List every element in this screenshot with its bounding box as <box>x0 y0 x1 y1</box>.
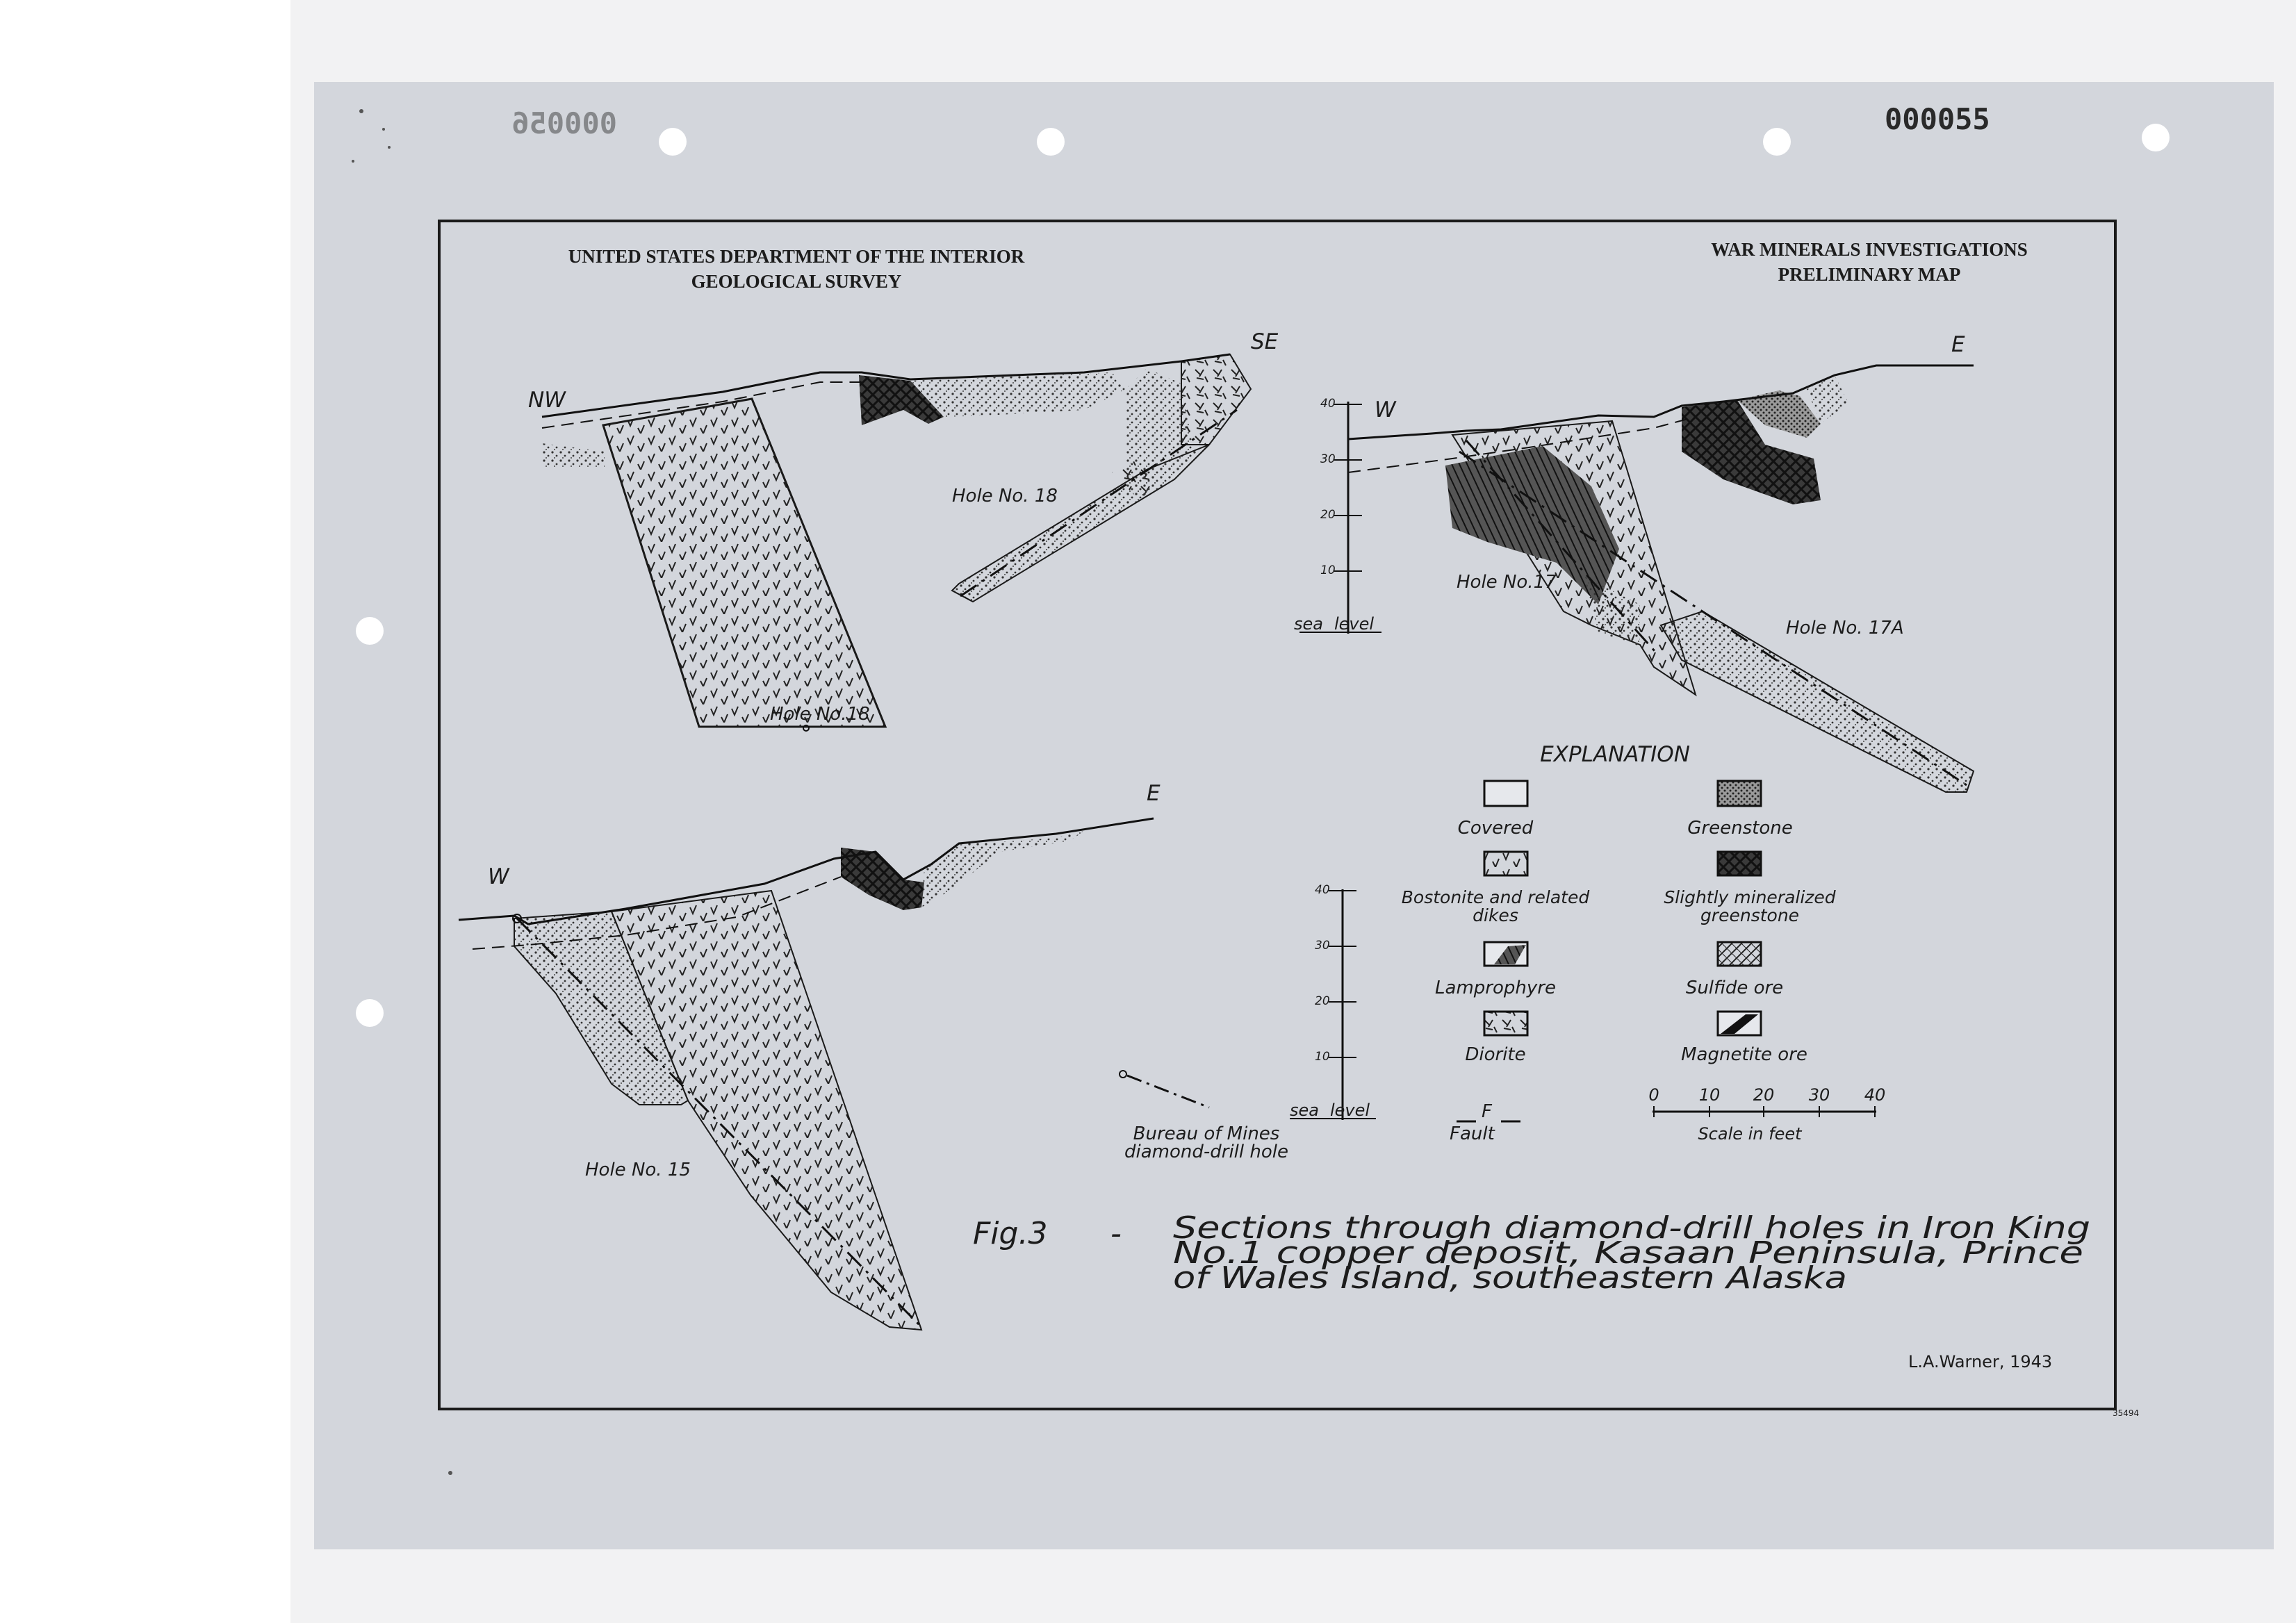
scale-tick-10: 10 <box>1698 1085 1721 1105</box>
section-hole-17 <box>1348 332 1974 792</box>
legend-swatch-sulfide <box>1718 942 1761 966</box>
scale-tick-0: 0 <box>1648 1085 1659 1105</box>
direction-e-upper: E <box>1951 332 1965 357</box>
legend-label-magnetite: Magnetite ore <box>1681 1044 1807 1065</box>
direction-nw: NW <box>528 388 566 413</box>
scale-tick-20: 20 <box>1753 1085 1775 1105</box>
sea-label: sea <box>1294 614 1323 634</box>
bostonite-dike <box>603 399 885 727</box>
author-credit: L.A.Warner, 1943 <box>1908 1352 2053 1371</box>
hole-18-bottom-label: Hole No.18 <box>770 704 870 725</box>
hole-15-label: Hole No. 15 <box>585 1160 691 1180</box>
legend-label-slightly-mineralized-2: greenstone <box>1700 905 1800 925</box>
sulfide-ore <box>841 848 924 910</box>
elevation-scale-lower <box>1290 883 1376 1120</box>
legend-label-drill-1: Bureau of Mines <box>1133 1123 1280 1144</box>
elev-tick-20: 20 <box>1320 508 1336 522</box>
legend-label-bostonite-2: dikes <box>1473 905 1518 925</box>
direction-e-lower: E <box>1147 781 1161 806</box>
hole-17-label: Hole No.17 <box>1457 572 1557 593</box>
elev-tick-30: 30 <box>1320 452 1336 466</box>
elev-tick-20: 20 <box>1315 994 1330 1008</box>
section-hole-18 <box>528 329 1279 731</box>
greenstone-body <box>952 445 1209 602</box>
elev-tick-30: 30 <box>1315 939 1330 953</box>
hole-18-label: Hole No. 18 <box>952 486 1058 506</box>
caption-dash: - <box>1110 1216 1122 1251</box>
caption-line-1: Sections through diamond-drill holes in Iron King <box>1173 1210 2090 1246</box>
legend-label-drill-2: diamond-drill hole <box>1124 1142 1288 1162</box>
scan-specks <box>352 109 452 1475</box>
legend-label-bostonite: Bostonite and related <box>1401 887 1590 907</box>
legend-label-covered: Covered <box>1457 818 1534 839</box>
legend-label-greenstone: Greenstone <box>1687 818 1793 839</box>
caption-fig: Fig.3 <box>973 1216 1048 1251</box>
elevation-scale-upper <box>1294 397 1381 634</box>
greenstone-body <box>1661 611 1974 792</box>
fault-symbol: F <box>1482 1101 1492 1122</box>
hole-17a-label: Hole No. 17A <box>1786 618 1904 639</box>
legend-label-lamprophyre: Lamprophyre <box>1435 978 1556 998</box>
legend-swatch-covered <box>1484 781 1527 806</box>
level-label: level <box>1330 1101 1370 1120</box>
legend-swatch-slightly-mineralized <box>1718 852 1761 875</box>
ground-surface <box>459 818 1154 924</box>
agency-line-1: UNITED STATES DEPARTMENT OF THE INTERIOR <box>568 246 1025 267</box>
scale-bar <box>1648 1085 1885 1144</box>
mirrored-stamp: 000056 <box>511 106 617 140</box>
series-line-2: PRELIMINARY MAP <box>1778 264 1961 285</box>
greenstone-body <box>542 443 605 467</box>
series-line-1: WAR MINERALS INVESTIGATIONS <box>1711 239 2028 260</box>
elev-tick-40: 40 <box>1320 397 1336 411</box>
legend-swatch-bostonite <box>1484 852 1527 875</box>
legend-title: EXPLANATION <box>1540 742 1690 767</box>
elev-tick-40: 40 <box>1315 883 1330 897</box>
figure-caption <box>973 1210 2090 1296</box>
section-hole-15 <box>459 781 1161 1330</box>
ground-surface <box>1348 365 1974 439</box>
elev-tick-10: 10 <box>1315 1050 1330 1064</box>
legend-label-diorite: Diorite <box>1465 1044 1526 1065</box>
diorite-body <box>1181 354 1251 445</box>
legend-label-sulfide: Sulfide ore <box>1685 978 1784 998</box>
sheet-code: 35494 <box>2113 1408 2140 1418</box>
direction-se: SE <box>1251 329 1279 354</box>
sea-label: sea <box>1290 1101 1319 1120</box>
scale-label: Scale in feet <box>1698 1124 1802 1144</box>
scale-tick-30: 30 <box>1808 1085 1830 1105</box>
legend <box>1120 742 1836 1162</box>
caption-line-2: No.1 copper deposit, Kasaan Peninsula, Prince <box>1173 1235 2083 1271</box>
agency-line-2: GEOLOGICAL SURVEY <box>691 271 902 292</box>
level-label: level <box>1334 614 1375 634</box>
legend-label-fault: Fault <box>1450 1123 1495 1144</box>
direction-w-upper: W <box>1375 397 1396 422</box>
page-number-stamp: 000055 <box>1885 102 1990 136</box>
direction-w-lower: W <box>488 864 509 889</box>
caption-line-3: of Wales Island, southeastern Alaska <box>1173 1260 1847 1296</box>
legend-swatch-greenstone <box>1718 781 1761 806</box>
legend-swatch-diorite <box>1484 1012 1527 1035</box>
elev-tick-10: 10 <box>1320 563 1336 577</box>
scale-tick-40: 40 <box>1864 1085 1886 1105</box>
bostonite-dike <box>612 891 921 1330</box>
legend-label-slightly-mineralized: Slightly mineralized <box>1664 887 1836 907</box>
